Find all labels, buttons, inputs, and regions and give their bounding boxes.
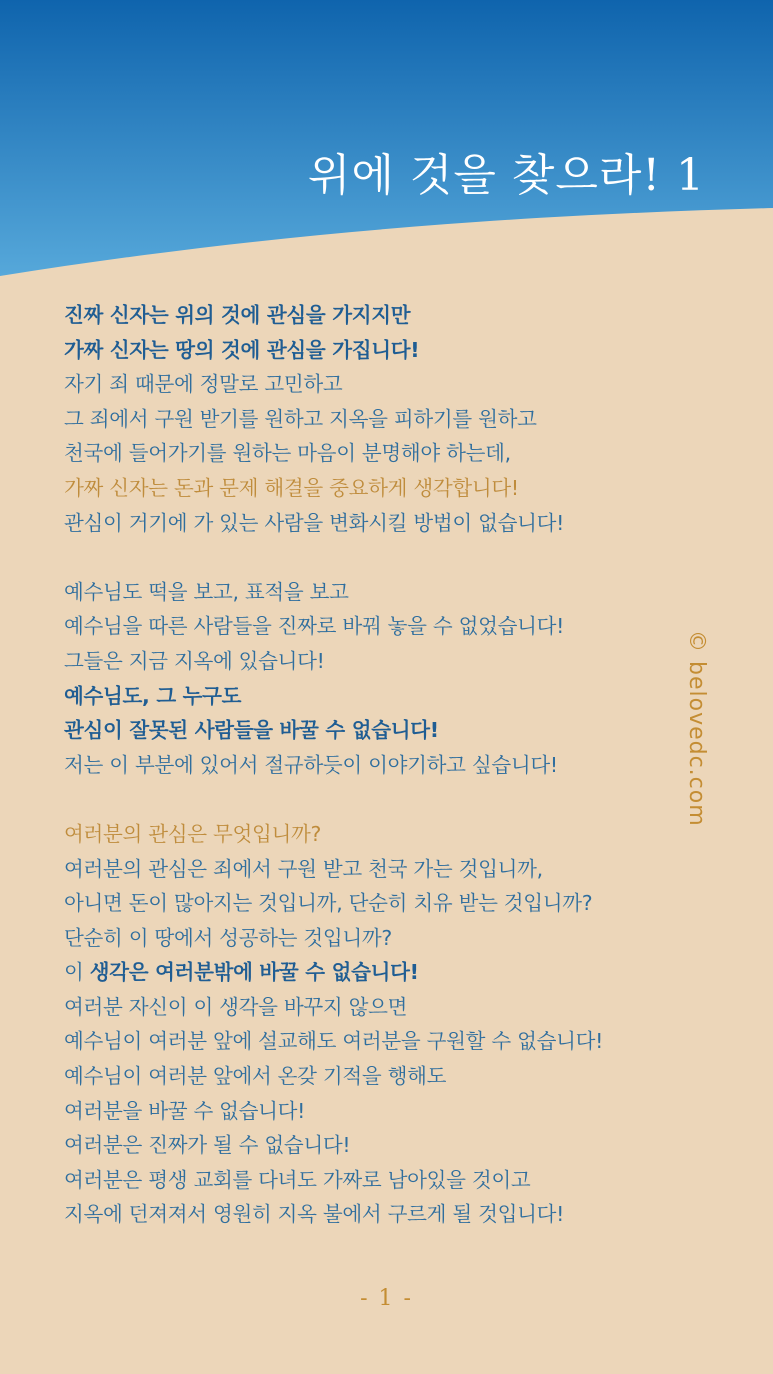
text-line: 지옥에 던져져서 영원히 지옥 불에서 구르게 될 것입니다! — [64, 1202, 565, 1227]
text-line: 아니면 돈이 많아지는 것입니까, 단순히 치유 받는 것입니까? — [64, 891, 593, 916]
text-line: 예수님도 떡을 보고, 표적을 보고 — [64, 579, 349, 604]
text-line: 여러분의 관심은 죄에서 구원 받고 천국 가는 것입니까, — [64, 856, 543, 881]
text-line: 관심이 잘못된 사람들을 바꿀 수 없습니다! — [64, 718, 439, 743]
text-line: 예수님을 따른 사람들을 진짜로 바꿔 놓을 수 없었습니다! — [64, 614, 565, 639]
text-line-highlight: 여러분의 관심은 무엇입니까? — [64, 821, 322, 846]
text-line-mixed — [64, 955, 684, 990]
text-line: 저는 이 부분에 있어서 절규하듯이 이야기하고 싶습니다! — [64, 752, 558, 777]
body-text — [64, 298, 684, 1232]
sky-wave-shape — [0, 0, 773, 276]
text-line-highlight: 가짜 신자는 돈과 문제 해결을 중요하게 생각합니다! — [64, 475, 519, 500]
text-line-prefix: 이 — [64, 960, 90, 985]
text-line: 그 죄에서 구원 받기를 원하고 지옥을 피하기를 원하고 — [64, 406, 537, 431]
text-line: 여러분은 평생 교회를 다녀도 가짜로 남아있을 것이고 — [64, 1167, 531, 1192]
text-line: 여러분은 진짜가 될 수 없습니다! — [64, 1133, 351, 1158]
text-line: 관심이 거기에 가 있는 사람을 변화시킬 방법이 없습니다! — [64, 510, 565, 535]
copyright-text: © belovedc.com — [684, 630, 709, 827]
paragraph-spacer — [64, 540, 684, 575]
text-line: 예수님도, 그 누구도 — [64, 683, 242, 708]
text-line: 여러분을 바꿀 수 없습니다! — [64, 1098, 306, 1123]
text-line-emphasis: 생각은 여러분밖에 바꿀 수 없습니다! — [89, 960, 419, 985]
copyright-watermark — [678, 630, 714, 827]
text-line: 가짜 신자는 땅의 것에 관심을 가집니다! — [64, 337, 420, 362]
text-line: 자기 죄 때문에 정말로 고민하고 — [64, 372, 343, 397]
page-number: - 1 - — [360, 1286, 413, 1311]
text-line: 여러분 자신이 이 생각을 바꾸지 않으면 — [64, 994, 408, 1019]
text-line: 진짜 신자는 위의 것에 관심을 가지지만 — [64, 303, 411, 327]
text-line: 단순히 이 땅에서 성공하는 것입니까? — [64, 925, 392, 950]
page-title: 위에 것을 찾으라! 1 — [307, 150, 705, 201]
text-line: 예수님이 여러분 앞에서 온갖 기적을 행해도 — [64, 1064, 447, 1089]
paragraph-spacer — [64, 782, 684, 817]
text-line: 예수님이 여러분 앞에 설교해도 여러분을 구원할 수 없습니다! — [64, 1029, 604, 1054]
text-line: 그들은 지금 지옥에 있습니다! — [64, 648, 325, 673]
text-line: 천국에 들어가기를 원하는 마음이 분명해야 하는데, — [64, 441, 511, 466]
